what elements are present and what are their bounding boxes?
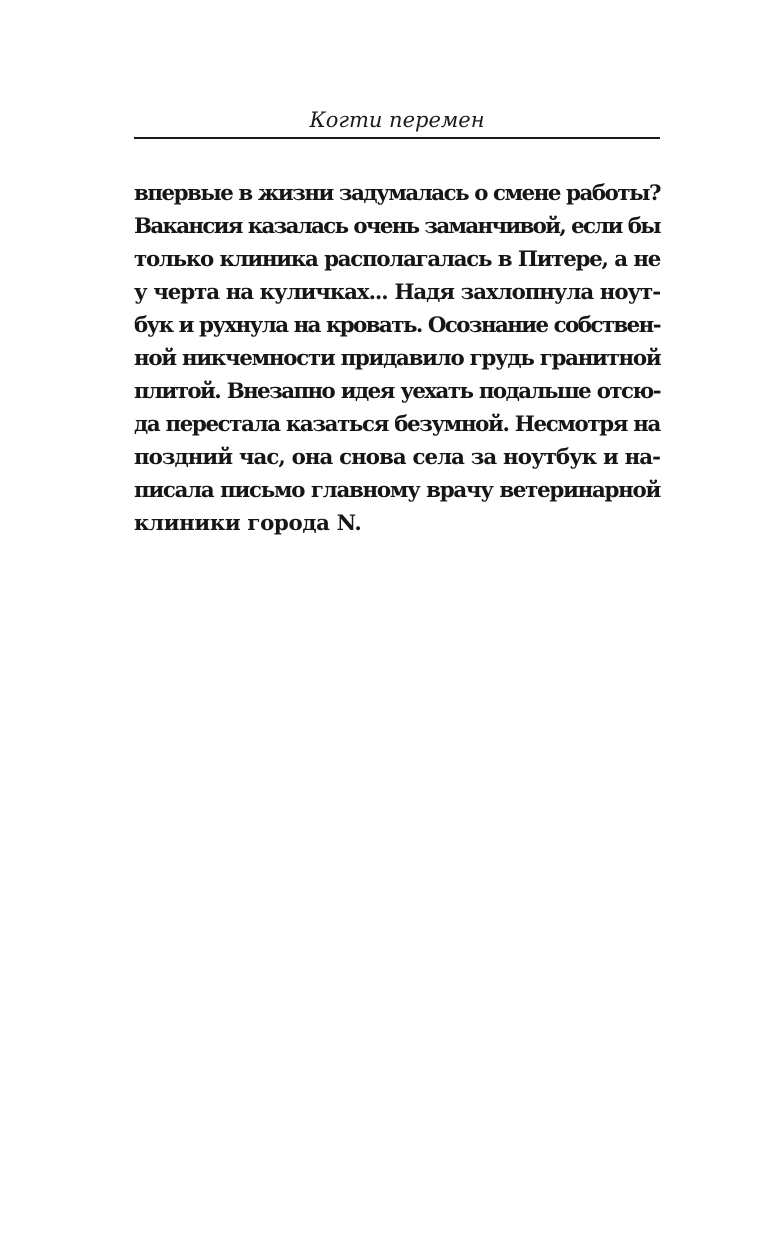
text-line: плитой. Внезапно идея уехать подальше отсю- [134,379,660,404]
text-line: Вакансия казалась очень заманчивой, если бы [134,214,660,239]
body-text [134,177,660,540]
text-line: бук и рухнула на кровать. Осознание собствен- [134,313,660,338]
text-line: у черта на куличках... Надя захлопнула ноут- [134,280,660,305]
text-line: впервые в жизни задумалась о смене работы? [134,181,660,206]
running-head-title: Когти перемен [309,108,485,132]
text-line: писала письмо главному врачу ветеринарной [134,478,660,503]
text-line: только клиника располагалась в Питере, а не [134,247,660,272]
text-line: ной никчемности придавило грудь гранитной [134,346,661,371]
text-line: клиники города N. [134,511,362,536]
text-line: да перестала казаться безумной. Несмотря на [134,412,660,437]
text-line: поздний час, она снова села за ноутбук и на- [134,445,660,470]
header-rule [134,137,660,139]
